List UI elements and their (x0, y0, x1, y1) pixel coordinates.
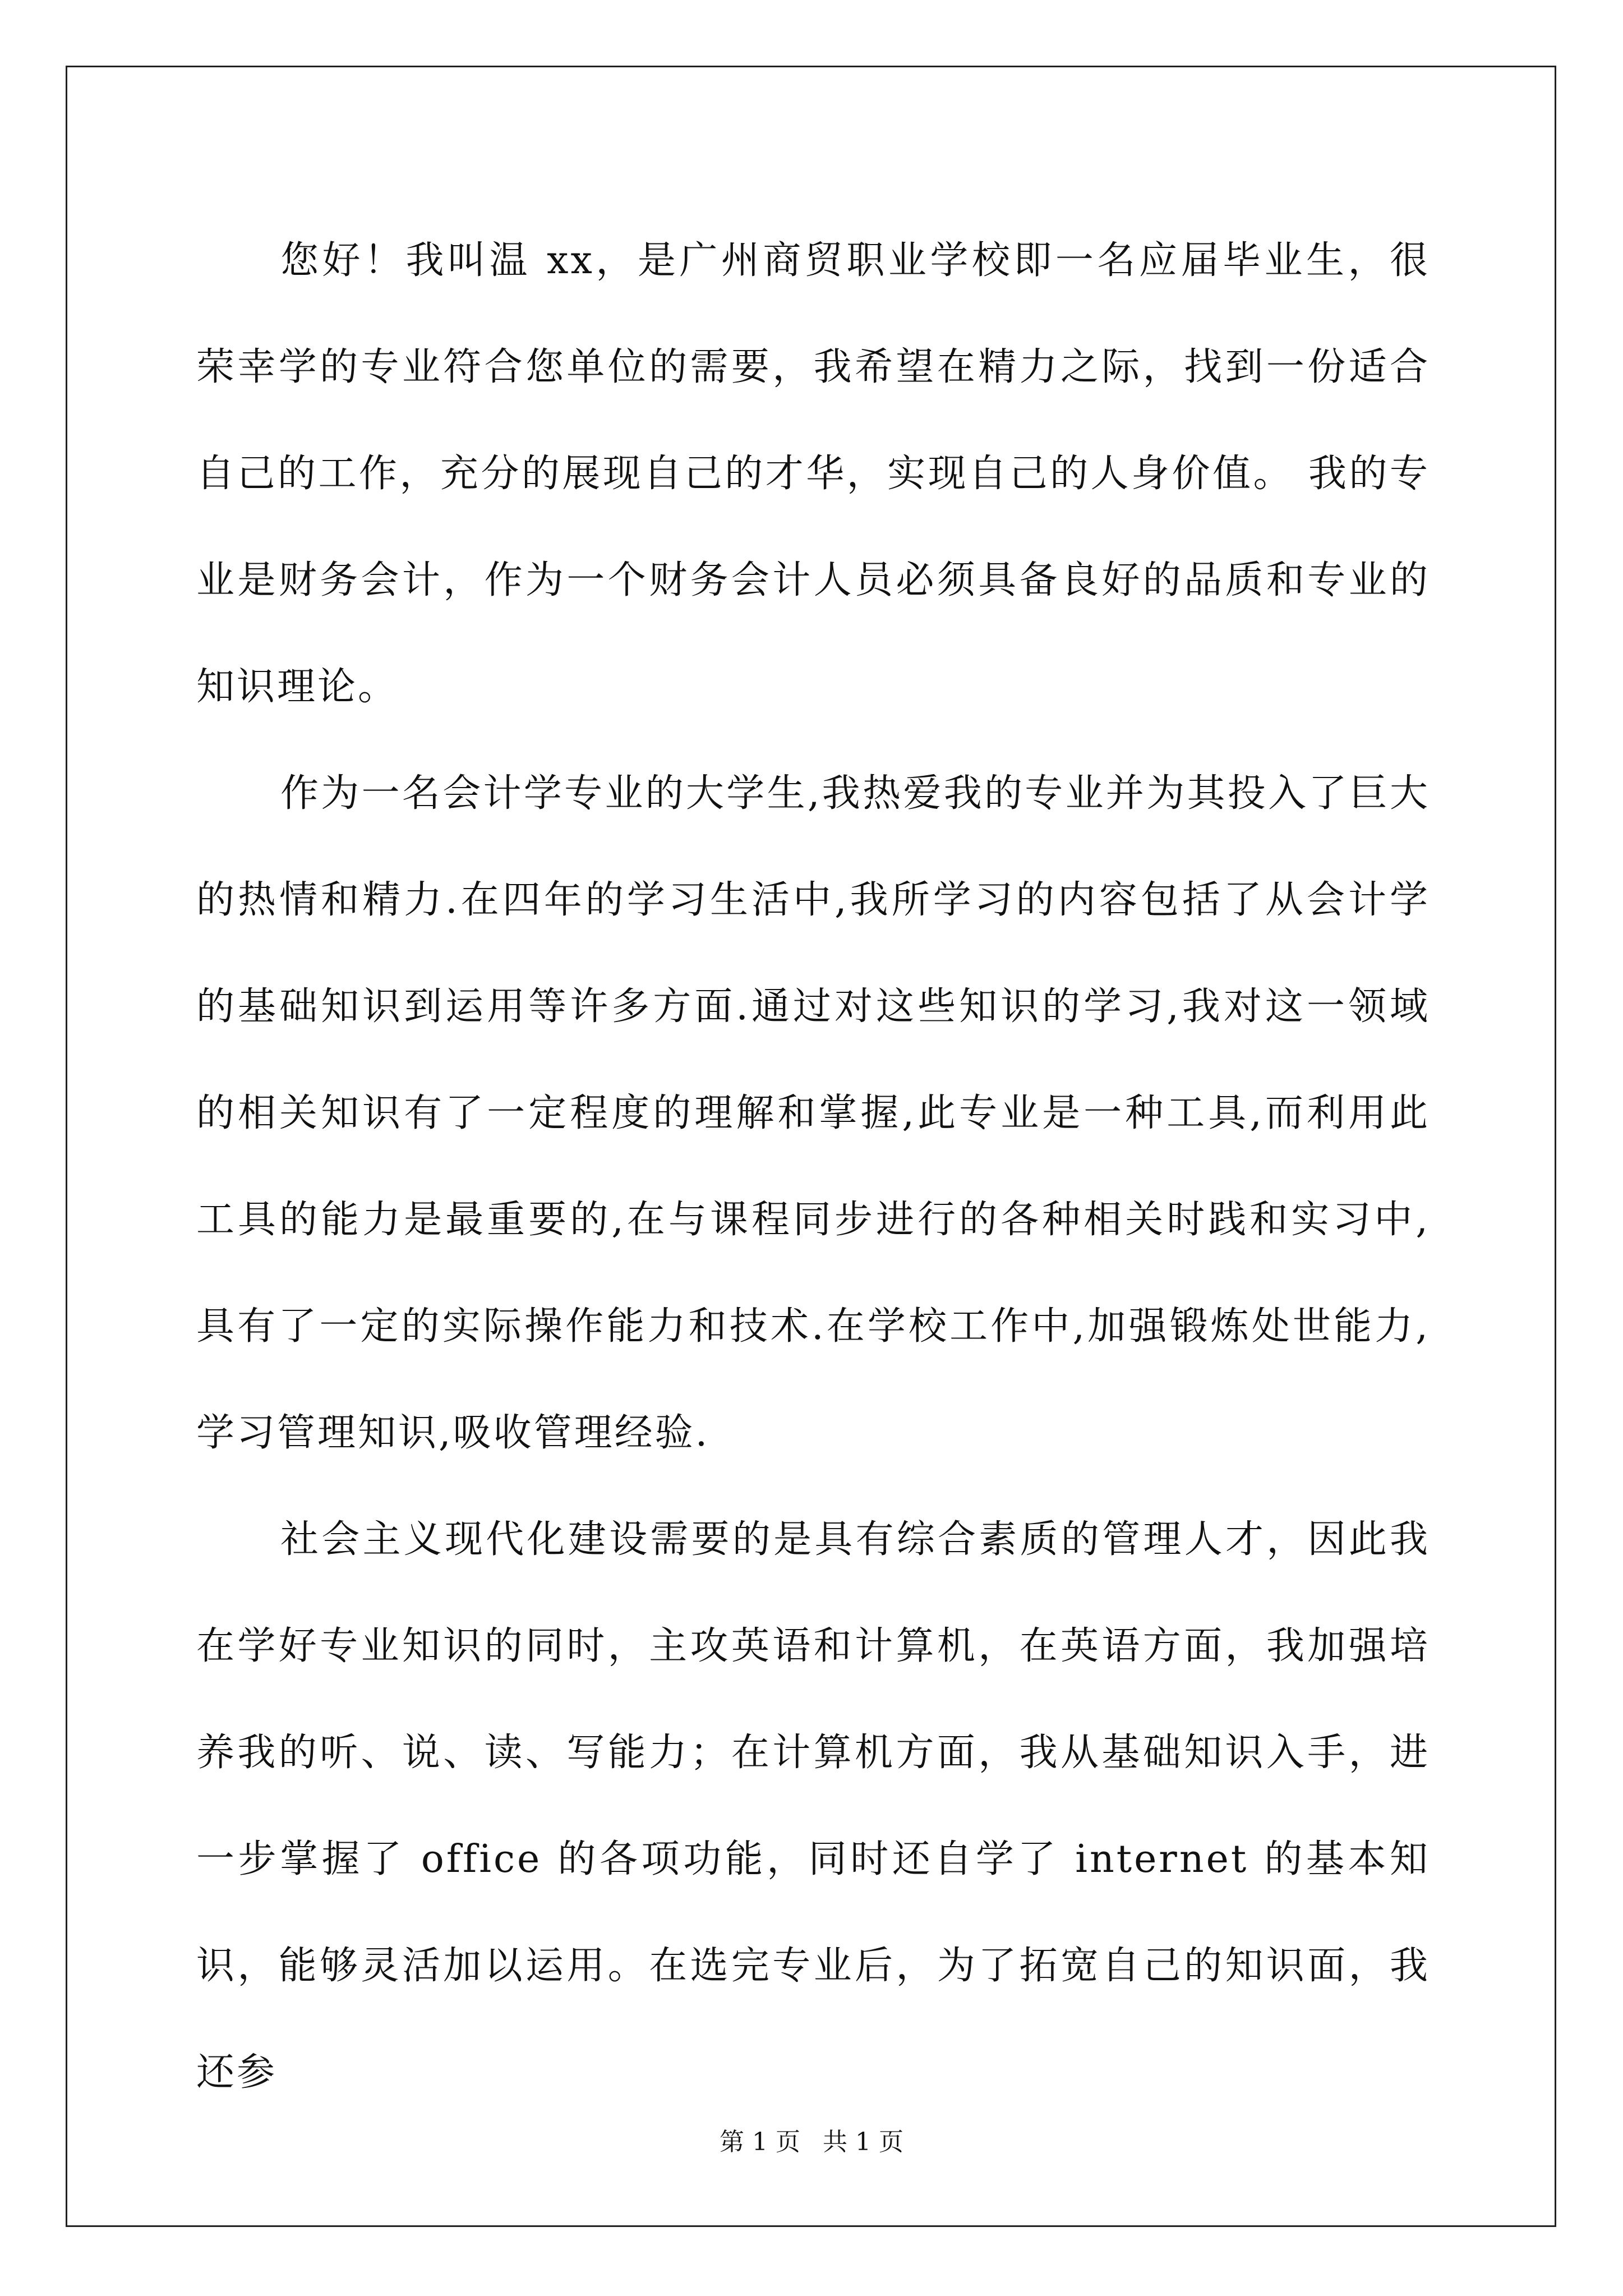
document-body (196, 208, 1430, 2126)
page-total: 共 1 页 (823, 2128, 903, 2156)
page-number: 第 1 页 (720, 2128, 800, 2156)
paragraph-major: 作为一名会计学专业的大学生,我热爱我的专业并为其投入了巨大的热情和精力.在四年的学习生活中,我所学习的内容包括了从会计学的基础知识到运用等许多方面.通过对这些知识的学习,我对这一领域的相关知识有了一定程度的理解和掌握,此专业是一种工具,而利用此工具的能力是最重要的,在与课程同步进行的各种相关时践和实习中,具有了一定的实际操作能力和技术.在学校工作中,加强锻炼处世能力,学习管理知识,吸收管理经验. (196, 771, 1430, 1455)
paragraph-skills: 社会主义现代化建设需要的是具有综合素质的管理人才，因此我在学好专业知识的同时，主攻英语和计算机，在英语方面，我加强培养我的听、说、读、写能力；在计算机方面，我从基础知识入手，进一步掌握了 office 的各项功能，同时还自学了 internet 的基本知识，能够灵活加以运用。在选完专业后，为了拓宽自己的知识面，我还参 (196, 1517, 1430, 2095)
page-footer (0, 2122, 1623, 2157)
paragraph-intro: 您好！我叫温 xx，是广州商贸职业学校即一名应届毕业生，很荣幸学的专业符合您单位的需要，我希望在精力之际，找到一份适合自己的工作，充分的展现自己的才华，实现自己的人身价值。 我的专业是财务会计，作为一个财务会计人员必须具备良好的品质和专业的知识理论。 (196, 238, 1430, 709)
